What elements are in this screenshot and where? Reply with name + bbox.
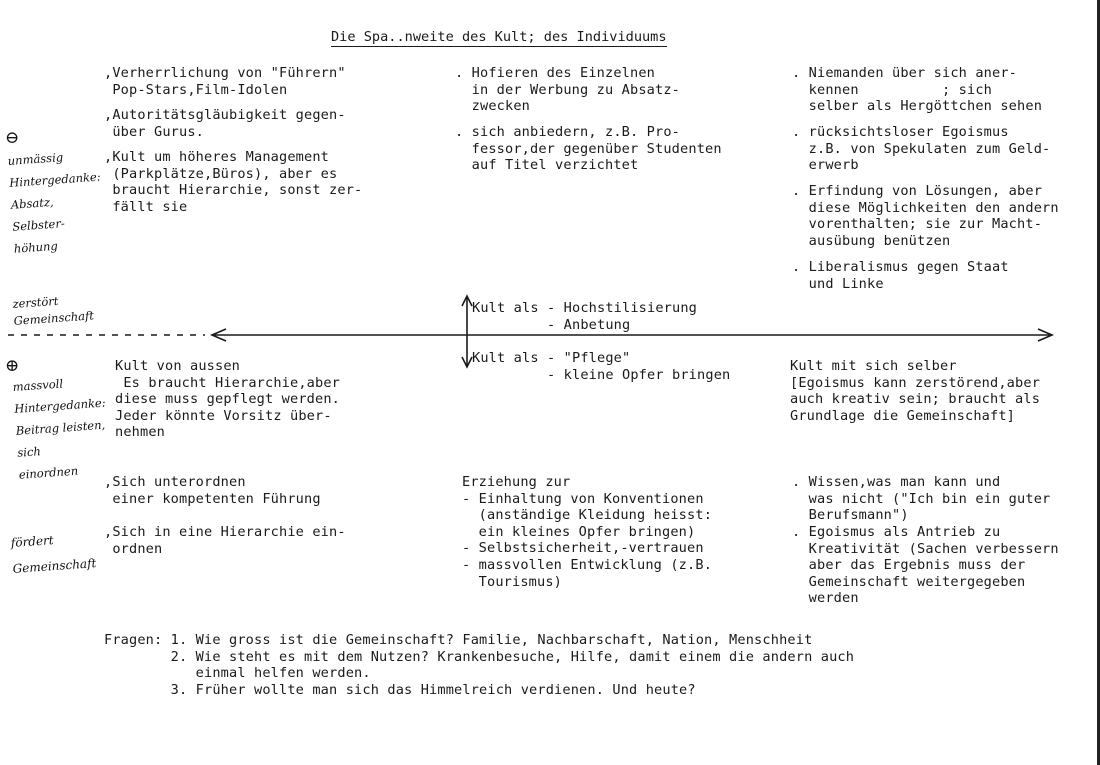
page-title: Die Spa..nweite des Kult; des Individuums xyxy=(331,29,667,45)
handwritten-middle-note: zerstört Gemeinschaft xyxy=(12,293,95,328)
lower-middle-block: Erziehung zur - Einhaltung von Konventionen (anständige Kleidung heisst: ein kleines Opfer bringen) - Selbstsicherheit,-vertrauen - massvollen Entwicklung (z.B. Tourismus) xyxy=(462,474,713,590)
axis-up-label: Kult als - Hochstilisierung - Anbetung xyxy=(472,300,698,333)
upper-left-item-2: ,Autoritätsgläubigkeit gegen- über Gurus. xyxy=(104,107,346,140)
upper-right-item-2: . rücksichtsloser Egoismus z.B. von Spekulaten zum Geld- erwerb xyxy=(792,124,1051,174)
axis-down-label: Kult als - "Pflege" - kleine Opfer bringen xyxy=(472,350,731,383)
handwritten-bottom-note: fördert Gemeinschaft xyxy=(10,533,97,576)
upper-middle-item-2: . sich anbiedern, z.B. Pro- fessor,der gegenüber Studenten auf Titel verzichtet xyxy=(455,124,722,174)
lower-left-heading: Kult von aussen Es braucht Hierarchie,aber diese muss gepflegt werden. Jeder könnte Vorsitz über- nehmen xyxy=(115,358,341,441)
lower-left-item-2: ,Sich in eine Hierarchie ein- ordnen xyxy=(104,524,346,557)
upper-middle-item-1: . Hofieren des Einzelnen in der Werbung zu Absatz- zwecken xyxy=(455,65,681,115)
upper-left-item-3: ,Kult um höheres Management (Parkplätze,Büros), aber es braucht Hierarchie, sonst zer- fällt sie xyxy=(104,149,363,215)
lower-left-item-1: ,Sich unterordnen einer kompetenten Führung xyxy=(104,474,321,507)
lower-right-heading: Kult mit sich selber [Egoismus kann zerstörend,aber auch kreativ sein; braucht als Grundlage die Gemeinschaft] xyxy=(790,358,1041,424)
handwritten-lower-note: massvoll Hintergedanke: Beitrag leisten, sich einordnen xyxy=(12,376,107,482)
upper-right-item-3: . Erfindung von Lösungen, aber diese Möglichkeiten den andern vorenthalten; sie zur Macht- ausübung benützen xyxy=(792,183,1059,249)
handwritten-upper-note: unmässig Hintergedanke: Absatz, Selbster- höhung xyxy=(7,150,102,256)
lower-right-item-1: . Wissen,was man kann und was nicht ("Ich bin ein guter Berufsmann") xyxy=(792,474,1051,524)
questions-block: Fragen: 1. Wie gross ist die Gemeinschaft? Familie, Nachbarschaft, Nation, Menschheit 2. Wie steht es mit dem Nutzen? Krankenbesuche, Hilfe, damit einem die andern auch einmal helfen werden. 3. Früher wollte man sich das Himmelreich verdienen. Und heute? xyxy=(104,632,855,698)
upper-right-item-1: . Niemanden über sich aner- kennen ; sich selber als Hergöttchen sehen xyxy=(792,65,1043,115)
lower-right-item-2: . Egoismus als Antrieb zu Kreativität (Sachen verbessern aber das Ergebnis muss der Gemeinschaft weitergegeben werden xyxy=(792,524,1059,607)
minus-circle-note: ⊖ xyxy=(5,128,20,148)
upper-left-item-1: ,Verherrlichung von "Führern" Pop-Stars,Film-Idolen xyxy=(104,65,346,98)
upper-right-item-4: . Liberalismus gegen Staat und Linke xyxy=(792,259,1009,292)
plus-circle-note: ⊕ xyxy=(5,356,20,376)
